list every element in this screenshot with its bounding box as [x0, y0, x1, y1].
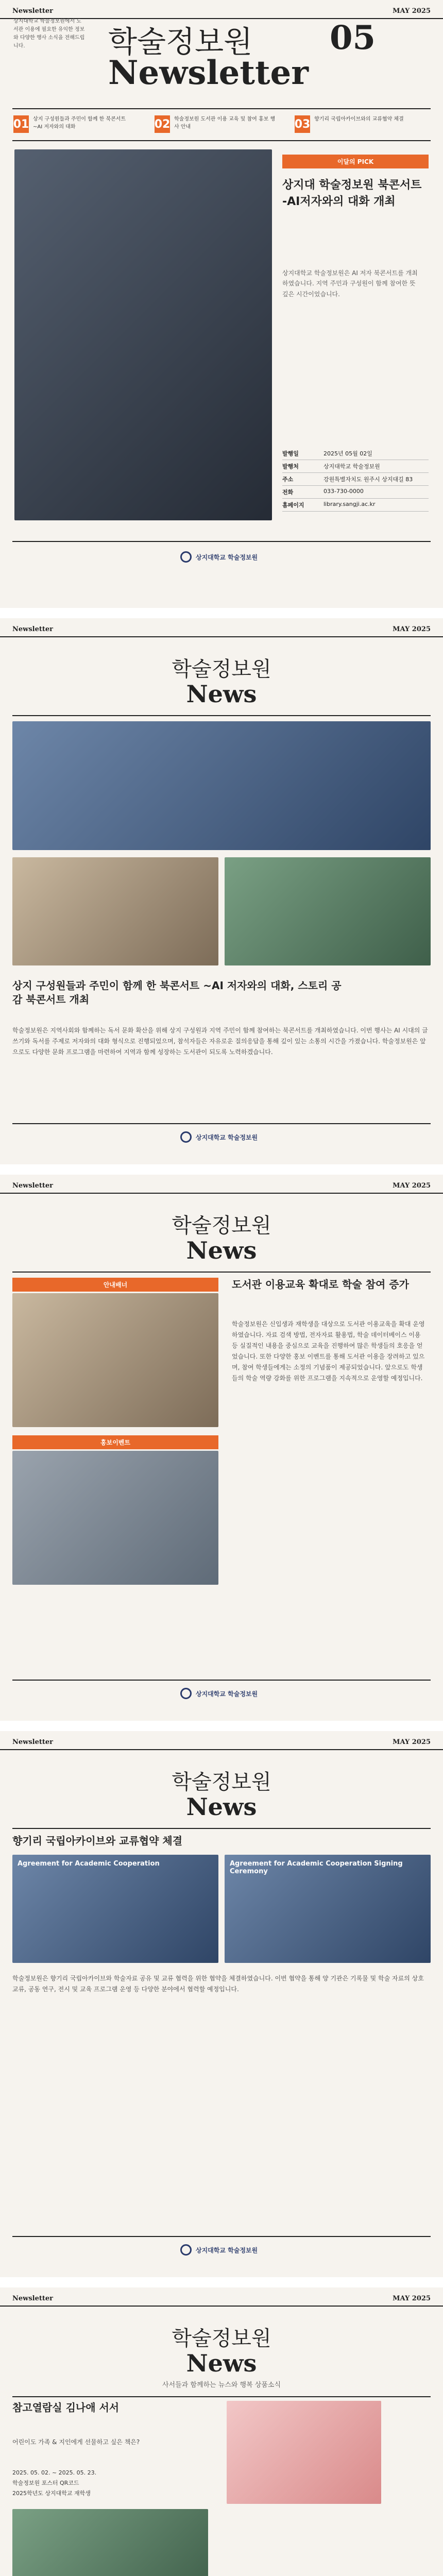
event1-date: 2025. 05. 02. ~ 2025. 05. 23. — [12, 2469, 97, 2476]
header-bar — [0, 0, 443, 19]
cover-page — [0, 0, 443, 608]
header-right: MAY 2025 — [393, 7, 431, 15]
section-rule — [12, 1272, 431, 1273]
event1-desc: 어린이도 가족 & 지인에게 선물하고 싶은 책은? — [12, 2438, 140, 2446]
news1-photo-main — [12, 721, 431, 850]
info-label: 발행일 — [282, 450, 299, 457]
university-emblem-icon — [180, 551, 192, 563]
university-emblem-icon — [180, 1688, 192, 1699]
info-value: 033-730-0000 — [323, 488, 364, 495]
header-bar — [0, 1175, 443, 1194]
cover-pick-desc: 상지대학교 학술정보원은 AI 저자 북콘서트를 개최하였습니다. 지역 주민과 구성원이 함께 참여한 뜻깊은 시간이었습니다. — [282, 269, 418, 298]
news2-body: 학술정보원은 신입생과 재학생을 대상으로 도서관 이용교육을 확대 운영하였습니다. 자료 검색 방법, 전자자료 활용법, 학술 데이터베이스 이용 등 실질적인 내용을 중심으로 교육을 진행하여 많은 학생들의 호응을 얻었습니다. 또한 다양한 홍보 이벤트를 통해 도서관 이용을 장려하고 있으며, 참여 학생들에게는 소정의 기념품이 제공되었습니다. 앞으로도 학생들의 학술 역량 강화를 위한 프로그램을 지속적으로 운영할 예정입니다. — [232, 1320, 425, 1382]
info-value: 상지대학교 학술정보원 — [323, 463, 380, 470]
news3-photo-left — [12, 1855, 218, 1963]
cover-info-table — [282, 447, 429, 512]
university-logo — [180, 2244, 258, 2256]
news2-headline: 도서관 이용교육 확대로 학술 참여 증가 — [232, 1278, 409, 1291]
section-subtitle: News — [186, 1236, 257, 1264]
cover-item-1-num: 01 — [13, 115, 29, 133]
section-desc: 사서들과 함께하는 뉴스와 행복 상품소식 — [162, 2381, 281, 2389]
section-rule — [12, 1828, 431, 1829]
news3-banner-2: Agreement for Academic Cooperation Signing Ceremony — [230, 1860, 403, 1875]
cover-title-ko: 학술정보원 — [108, 24, 253, 59]
news1-body: 학술정보원은 지역사회와 함께하는 독서 문화 확산을 위해 상지 구성원과 지역 주민이 함께 참여하는 북콘서트를 개최하였습니다. 이번 행사는 AI 시대의 글쓰기와 독서를 주제로 저자와의 대화 형식으로 진행되었으며, 참석자들은 자유로운 질의응답을 통해 깊이 있는 소통의 시간을 가졌습니다. 학술정보원은 앞으로도 다양한 문화 프로그램을 마련하여 지역과 함께 성장하는 도서관이 되도록 노력하겠습니다. — [12, 1027, 428, 1056]
cover-item-3-text: 향기리 국립아카이브와의 교류협약 체결 — [314, 116, 404, 122]
header-right: MAY 2025 — [393, 2295, 431, 2302]
section-title: 학술정보원 — [172, 1770, 271, 1794]
info-label: 홈페이지 — [282, 502, 304, 509]
header-left: Newsletter — [12, 7, 54, 15]
university-name: 상지대학교 학술정보원 — [196, 1690, 258, 1698]
cover-title-en: Newsletter — [108, 54, 309, 92]
footer-line — [12, 1680, 431, 1681]
section-subtitle: News — [186, 1793, 257, 1821]
info-label: 전화 — [282, 489, 294, 496]
university-name: 상지대학교 학술정보원 — [196, 553, 258, 561]
news3-body: 학술정보원은 향기리 국립아카이브와 학술자료 공유 및 교류 협력을 위한 협약을 체결하였습니다. 이번 협약을 통해 양 기관은 기록물 및 학술 자료의 상호 교류, 공동 연구, 전시 및 교육 프로그램 운영 등 다양한 분야에서 협력할 예정입니다. — [12, 1975, 424, 1993]
info-label: 주소 — [282, 476, 294, 483]
event1-poster — [12, 2509, 208, 2576]
cover-item-1-text: 상지 구성원들과 주민이 함께 한 북콘서트 ~AI 저자와의 대화 — [33, 116, 126, 130]
homepage-link[interactable]: library.sangji.ac.kr — [323, 501, 376, 507]
info-value: 강원특별자치도 원주시 상지대길 83 — [323, 476, 413, 483]
news-page-4 — [0, 2287, 443, 2576]
university-name: 상지대학교 학술정보원 — [196, 2246, 258, 2254]
section-rule — [12, 715, 431, 716]
news-page-1 — [0, 618, 443, 1164]
university-logo — [180, 551, 258, 563]
section-subtitle: News — [186, 2349, 257, 2377]
event1-details — [12, 2468, 177, 2498]
news1-photo-right — [225, 857, 431, 965]
news3-photo-right — [225, 1855, 431, 1963]
header-right: MAY 2025 — [393, 625, 431, 633]
header-bar — [0, 2287, 443, 2307]
cover-pick-tag: 이달의 PICK — [282, 155, 429, 168]
cover-item-2-text: 학술정보원 도서관 이용 교육 및 참여 홍보 행사 안내 — [174, 116, 276, 130]
section-rule — [12, 2396, 431, 2397]
university-emblem-icon — [180, 2244, 192, 2256]
event1-title: 참고열람실 김나애 서서 — [12, 2401, 120, 2414]
header-right: MAY 2025 — [393, 1738, 431, 1746]
news1-photo-left — [12, 857, 218, 965]
cover-item-3-num: 03 — [295, 115, 310, 133]
footer-line — [12, 541, 431, 542]
news-page-2 — [0, 1175, 443, 1721]
info-value: 2025년 05월 02일 — [323, 450, 372, 457]
news1-headline: 상지 구성원들과 주민이 함께 한 북콘서트 ~AI 저자와의 대화, 스토리 공감 북콘서트 개최 — [12, 979, 342, 1006]
news-page-3 — [0, 1731, 443, 2277]
cover-side-desc: 상지대학교 학술정보원에서 도서관 이용에 필요한 유익한 정보와 다양한 행사 소식을 전해드립니다. — [13, 19, 85, 49]
header-bar — [0, 618, 443, 637]
news2-photo-1 — [12, 1293, 218, 1427]
news2-tag-banner: 안내배너 — [12, 1278, 218, 1292]
header-left: Newsletter — [12, 2295, 54, 2302]
event1-place: 학술정보원 포스터 QR코드 — [12, 2479, 79, 2486]
header-left: Newsletter — [12, 1738, 54, 1746]
news3-headline: 향기리 국립아카이브와 교류협약 체결 — [12, 1835, 183, 1847]
event1-book-covers — [227, 2401, 381, 2504]
section-subtitle: News — [186, 680, 257, 708]
header-left: Newsletter — [12, 1182, 54, 1190]
footer-line — [12, 2236, 431, 2237]
cover-pick-title: 상지대 학술정보원 북콘서트 -AI저자와의 대화 개최 — [282, 179, 422, 208]
cover-main-photo — [14, 149, 272, 520]
news2-photo-2 — [12, 1451, 218, 1585]
footer-line — [12, 1123, 431, 1124]
cover-divider-2 — [12, 140, 431, 141]
university-logo — [180, 1688, 258, 1699]
cover-issue: 05 — [330, 19, 376, 57]
news3-banner-1: Agreement for Academic Cooperation — [18, 1860, 160, 1868]
section-title: 학술정보원 — [172, 657, 271, 681]
info-label: 발행처 — [282, 463, 299, 470]
news2-tag-event: 홍보이벤트 — [12, 1435, 218, 1449]
header-left: Newsletter — [12, 625, 54, 633]
header-right: MAY 2025 — [393, 1182, 431, 1190]
section-title: 학술정보원 — [172, 1214, 271, 1238]
header-bar — [0, 1731, 443, 1750]
event1-target: 2025학년도 상지대학교 재학생 — [12, 2489, 91, 2497]
university-emblem-icon — [180, 1131, 192, 1143]
section-title: 학술정보원 — [172, 2327, 271, 2350]
cover-divider — [12, 108, 431, 109]
university-logo — [180, 1131, 258, 1143]
university-name: 상지대학교 학술정보원 — [196, 1133, 258, 1141]
cover-item-2-num: 02 — [155, 115, 170, 133]
